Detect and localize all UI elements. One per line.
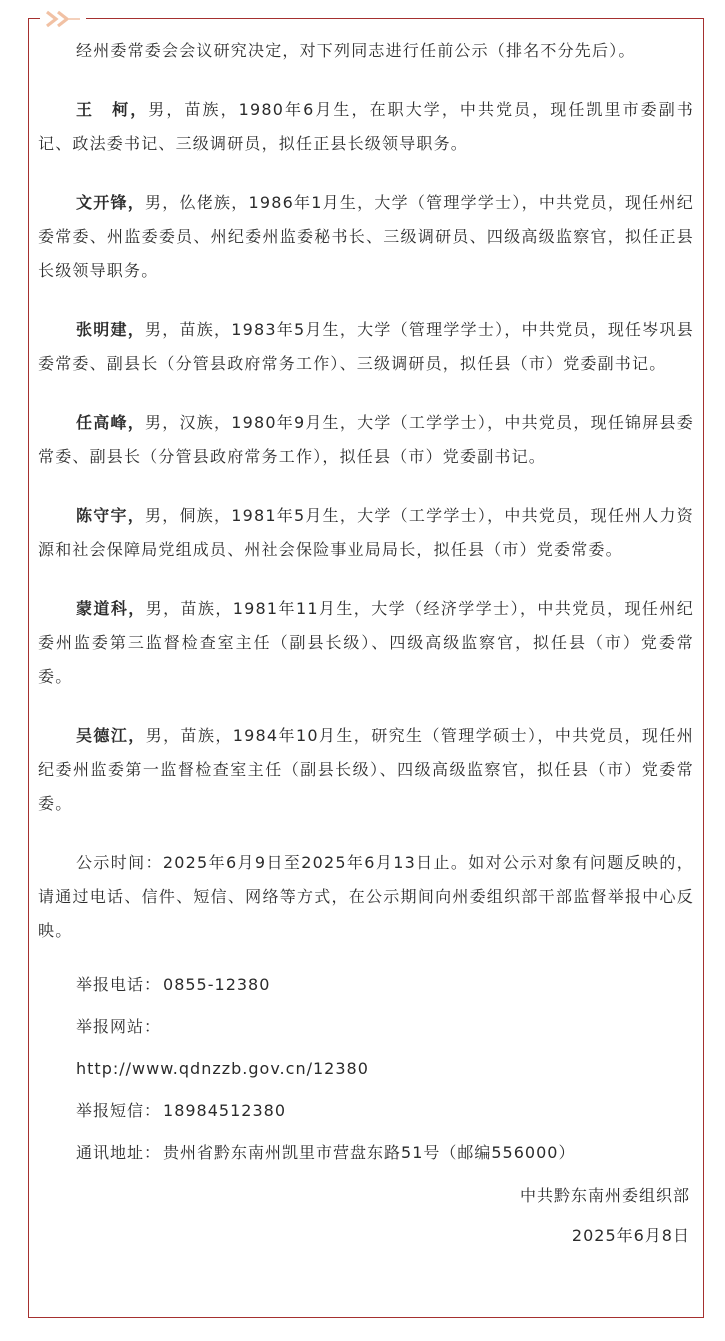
intro-paragraph: 经州委常委会会议研究决定，对下列同志进行任前公示（排名不分先后）。 <box>76 41 636 60</box>
person-details: 男，苗族，1983年5月生，大学（管理学学士），中共党员，现任岑巩县委常委、副县长（分管县政府常务工作）、三级调研员，拟任县（市）党委副书记。 <box>38 320 694 373</box>
report-website-label: 举报网站： <box>76 1017 162 1036</box>
signature-date: 2025年6月8日 <box>571 1226 690 1245</box>
mailing-address-value: 贵州省黔东南州凯里市营盘东路51号（邮编556000） <box>163 1143 576 1162</box>
person-entry <box>38 93 694 161</box>
mailing-address-label: 通讯地址： <box>76 1143 162 1162</box>
report-phone-value[interactable]: 0855-12380 <box>163 975 271 994</box>
report-sms <box>38 1090 694 1132</box>
person-name: 吴德江， <box>76 726 146 745</box>
person-details: 男，汉族，1980年9月生，大学（工学学士），中共党员，现任锦屏县委常委、副县长（分管县政府常务工作），拟任县（市）党委副书记。 <box>38 413 694 466</box>
person-details: 男，苗族，1984年10月生，研究生（管理学硕士），中共党员，现任州纪委州监委第一监督检查室主任（副县长级）、四级高级监察官，拟任县（市）党委常委。 <box>38 726 694 813</box>
person-details: 男，苗族，1980年6月生，在职大学，中共党员，现任凯里市委副书记、政法委书记、三级调研员，拟任正县长级领导职务。 <box>38 100 694 153</box>
report-phone <box>38 964 694 1006</box>
person-entry <box>38 592 694 694</box>
person-details: 男，仫佬族，1986年1月生，大学（管理学学士），中共党员，现任州纪委常委、州监委委员、州纪委州监委秘书长、三级调研员、四级高级监察官，拟任正县长级领导职务。 <box>38 193 694 280</box>
report-sms-label: 举报短信： <box>76 1101 162 1120</box>
signature-org: 中共黔东南州委组织部 <box>519 1186 690 1205</box>
person-entry <box>38 719 694 821</box>
report-website-url <box>38 1048 694 1090</box>
report-phone-label: 举报电话： <box>76 975 162 994</box>
report-sms-value[interactable]: 18984512380 <box>163 1101 286 1120</box>
person-name: 张明建， <box>76 320 145 339</box>
person-name: 任高峰， <box>76 413 145 432</box>
person-entry <box>38 499 694 567</box>
report-website <box>38 1006 694 1048</box>
person-entry <box>38 406 694 474</box>
person-entry <box>38 313 694 381</box>
announcement-body <box>38 34 694 1256</box>
person-entry <box>38 186 694 288</box>
mailing-address <box>38 1132 694 1174</box>
report-website-link[interactable]: http://www.qdnzzb.gov.cn/12380 <box>76 1059 369 1078</box>
person-details: 男，苗族，1981年11月生，大学（经济学学士），中共党员，现任州纪委州监委第三监督检查室主任（副县长级）、四级高级监察官，拟任县（市）党委常委。 <box>38 599 694 686</box>
person-name: 陈守宇， <box>76 506 145 525</box>
person-name: 王 柯， <box>76 100 149 119</box>
notice-paragraph: 公示时间：2025年6月9日至2025年6月13日止。如对公示对象有问题反映的，请通过电话、信件、短信、网络等方式，在公示期间向州委组织部干部监督举报中心反映。 <box>38 853 694 940</box>
double-chevron-icon <box>40 8 86 30</box>
person-name: 蒙道科， <box>76 599 146 618</box>
person-details: 男，侗族，1981年5月生，大学（工学学士），中共党员，现任州人力资源和社会保障局党组成员、州社会保险事业局局长，拟任县（市）党委常委。 <box>38 506 694 559</box>
person-name: 文开锋， <box>76 193 145 212</box>
